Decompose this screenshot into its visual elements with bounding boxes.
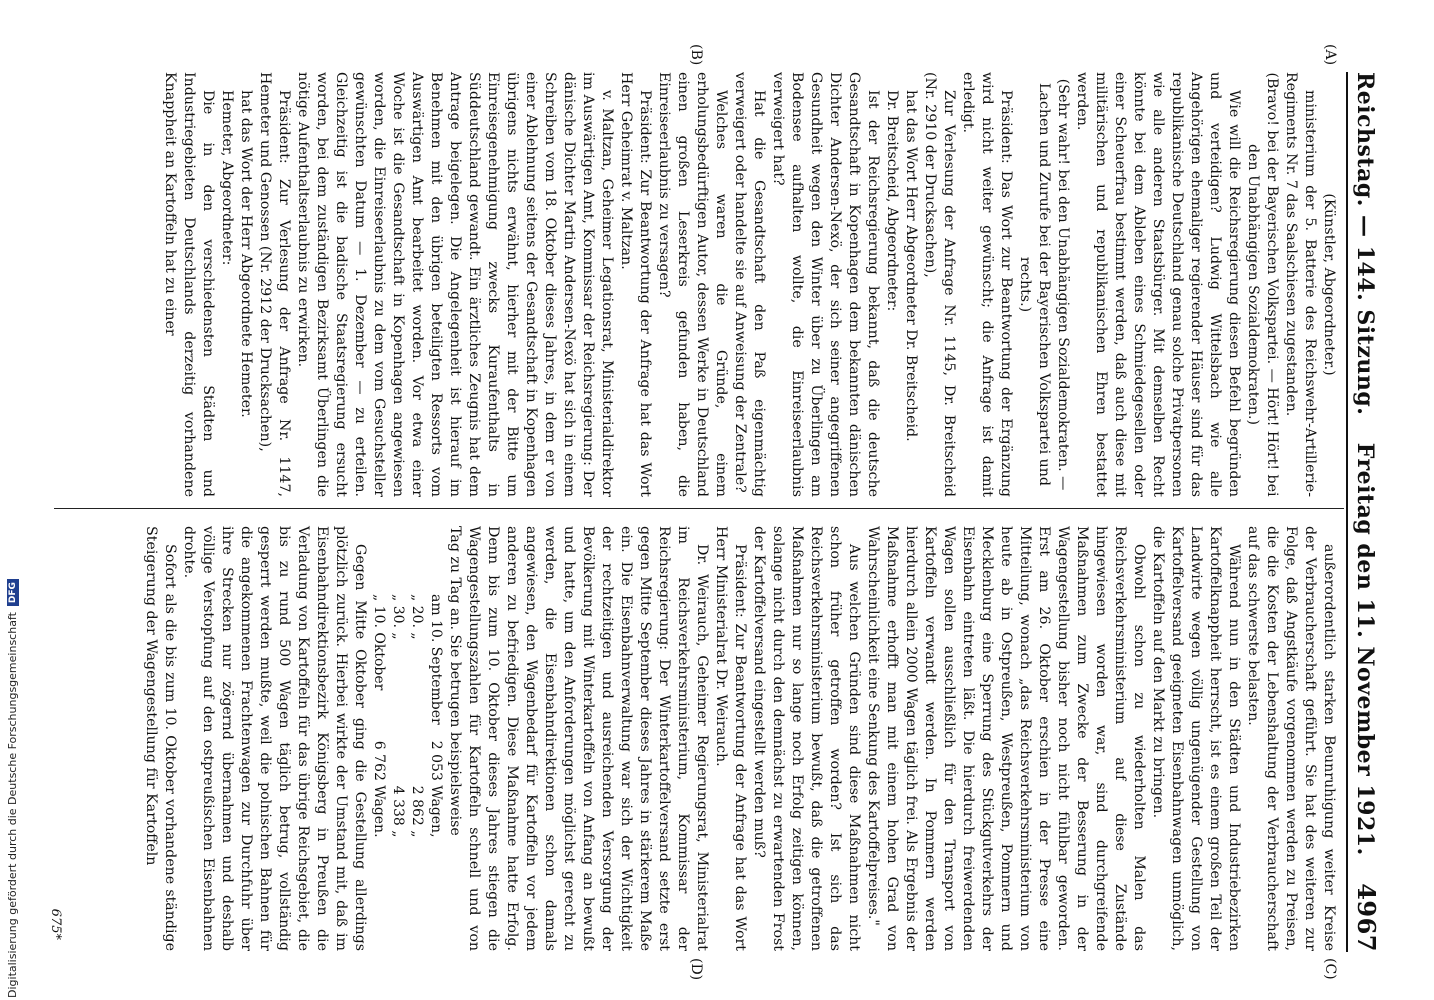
paragraph: Hemeter, Abgeordneter: [219,90,235,266]
figure-row [407,586,426,846]
figure-row [388,586,407,846]
paragraph: Dr. Breitscheid, Abgeordneter: [884,90,900,312]
paragraph: Präsident: Zur Verlesung der Anfrage Nr. 1147, Hemeter und Genossen (Nr. 2912 der Drucksachen), [257,72,292,497]
paragraph: Wie will die Reichsregierung diesen Befehl begründen und verteidigen? Ludwig Wittelsbach wie alle Angehörigen ehemaliger regierender Häuser sind für das republikanische Deutschland genau solche Privatpersonen wie alle anderen Staatsbürger. Mit demselben Recht könnte bei dem Ableben eines Schmiedegesellen oder einer Scheuerfrau bestimmt werden, daß auch diese mit militärischen und republikanischen Ehren bestattet werden. [1074,72,1242,497]
paragraph: hat das Wort der Herr Abgeordnete Hemeter. [238,90,254,418]
wagon-figures [369,526,445,951]
paragraph: Präsident: Zur Beantwortung der Anfrage hat das Wort Herr Ministerialrat Dr. Weirauch. [713,526,748,951]
paragraph: hat das Wort Herr Abgeordneter Dr. Breitscheid. [903,90,919,442]
figure-value: 6 762 Wagen. [371,740,387,838]
header-left: Reichstag. — 144. Sitzung. [1352,72,1378,416]
paragraph: Sofort als die bis zum 10. Oktober vorhandene ständige Steigerung der Wagengestellung für Kartoffeln [143,526,178,951]
figure-row [426,586,445,846]
figure-label: „ 10. Oktober [371,594,387,691]
paragraph: Aus welchen Gründen sind diese Maßnahmen nicht schon früher getroffen worden? Ist sich das Reichsverkehrsministerium bewußt, daß die getroffenen Maßnahmen nur so lange noch Erfolg zeitigen können, solange nicht durch den demnächst zu erwartenden Frost der Kartoffelversand eingestellt werden muß? [751,526,862,951]
margin-mark-b: (B) [688,44,704,66]
margin-mark-d: (D) [688,958,704,981]
paragraph: Welches waren die Gründe, einem erholungsbedürftigen Autor, dessen Werke in Deutschland einen großen Leserkreis gefunden haben, die Einreiseerlaubnis zu versagen? [656,72,729,497]
paragraph: (Künstler, Abgeordneter.) [1321,193,1337,376]
column-divider [54,508,1344,509]
figure-value: 4 338 „ [390,785,406,838]
paragraph: Die in den verschiedensten Städten und Industriegebieten Deutschlands derzeitig vorhandene Knappheit an Kartoffeln hat zu einer [162,72,216,497]
left-column [160,72,1338,497]
paragraph: Obwohl schon zu wiederholten Malen das Reichsverkehrsministerium auf diese Zustände hingewiesen worden war, sind durchgreifende Maßnahmen zum Zwecke der Besserung in der Wagengestellung bisher noch nicht fühlbar geworden. Erst am 26. Oktober erschien in der Presse eine Mitteilung, wonach „das Reichsverkehrsministerium von heute ab in Ostpreußen, Westpreußen, Pommern und Mecklenburg eine Sperrung des Stückgutverkehrs der Eisenbahn eintreten läßt. Die hierdurch freiwerdenden Wagen sollen ausschließlich für den Transport von Kartoffeln verwandt werden. In Pommern werden hierdurch allein 2000 Wagen täglich frei. Als Ergebnis der Maßnahme erhofft man mit einem hohen Grad von Wahrscheinlichkeit eine Senkung des Kartoffelpreises." [865,526,1147,951]
credit-text: Digitalisierung gefördert durch die Deutsche Forschungsgemeinschaft [6,612,19,998]
paragraph: v. Maltzan, Geheimer Legationsrat, Ministerialdirektor im Auswärtigen Amt, Kommissar der Reichsregierung: Der dänische Dichter Martin Andersen-Nexö hat sich in einem Schreiben vom 18. Oktober dieses Jahres, in dem er von einer Ablehnung seitens der Gesandtschaft in Kopenhagen übrigens nichts erwähnt, hierher mit der Bitte um Einreisegenehmigung zwecks Kuraufenthalts in Süddeutschland gewandt. Ein ärztliches Zeugnis hat dem Antrage beigelegen. Die Angelegenheit ist hierauf im Benehmen mit den übrigen beteiligten Ressorts vom Auswärtigen Amt bearbeitet worden. Vor etwa einer Woche ist die Gesandtschaft in Kopenhagen angewiesen worden, die Einreiseerlaubnis zu dem vom Gesuchsteller gewünschten Datum — 1. Dezember — zu erteilen. Gleichzeitig ist die badische Staatsregierung ersucht worden, bei dem zuständigen Bezirksamt Überlingen die nötige Aufenthaltserlaubnis zu erwirken. [295,72,615,497]
paragraph: Präsident: Das Wort zur Beantwortung der Ergänzung wird nicht weiter gewünscht; die Anfrage ist damit erledigt. [960,72,1014,497]
figure-value: 2 862 „ [409,785,425,838]
paragraph: Dr. Weirauch, Geheimer Regierungsrat, Ministerialrat im Reichsverkehrsministerium, Kommissar der Reichsregierung: Der Winterkartoffelversand setzte erst gegen Mitte September dieses Jahres in stärkerem Maße ein. Die Eisenbahnverwaltung war sich der Wichtigkeit der rechtzeitigen und ausreichenden Versorgung der Bevölkerung mit Winterkartoffeln von Anfang an bewußt und hatte, um den Anforderungen möglichst gerecht zu werden, die Eisenbahndirektionen schon damals angewiesen, den Wagenbedarf für Kartoffeln vor jedem anderen zu befriedigen. Diese Maßnahme hatte Erfolg. Denn bis zum 10. Oktober dieses Jahres stiegen die Wagengestellungszahlen für Kartoffeln schnell und von Tag zu Tag an. Sie betrugen beispielsweise [447,526,710,951]
sheet-number: 675* [48,908,63,940]
paragraph: Präsident: Zur Beantwortung der Anfrage hat das Wort Herr Geheimrat v. Maltzan. [618,72,653,497]
figure-row [369,586,388,846]
paragraph: Ist der Reichsregierung bekannt, daß die deutsche Gesandtschaft in Kopenhagen dem bekannten dänischen Dichter Andersen-Nexö, der sich seiner angegriffenen Gesundheit wegen den Winter über zu Überlingen am Bodensee aufhalten wollte, die Einreiseerlaubnis verweigert hat? [770,72,881,497]
paragraph: (Bravo! bei der Bayerischen Volkspartei. — Hört! Hört! bei den Unabhängigen Sozialdemokraten.) [1245,72,1280,497]
header-right: Freitag den 11. November 1921. [1352,442,1378,856]
page-header [1352,72,1392,952]
paragraph: (Sehr wahr! bei den Unabhängigen Sozialdemokraten. — Lachen und Zurufe bei der Bayerischen Volkspartei und rechts.) [1017,78,1071,491]
digitization-credit [6,0,19,998]
figure-value: 2 053 Wagen, [428,740,444,838]
header-rule [1346,72,1348,952]
figure-label: „ 20. „ [409,594,425,640]
page-number: 4967 [1352,883,1381,952]
dfg-logo: DFG [7,579,19,606]
paragraph: Hat die Gesandtschaft den Paß eigenmächtig verweigert oder handelte sie auf Anweisung der Zentrale? [732,72,767,497]
paragraph: außerordentlich starken Beunruhigung weiter Kreise der Verbraucherschaft geführt. Sie hat des weiteren zur Folge, daß Angstkäufe vorgenommen werden zu Preisen, die die Kosten der Lebenshaltung der Verbraucherschaft auf das schwerste belasten. [1245,526,1337,951]
margin-mark-c: (C) [1322,958,1338,980]
paragraph: ministerium der 5. Batterie des Reichswehr-Artillerie-Regiments Nr. 7 das Saalschiesen zugestanden. [1283,72,1318,497]
figure-label: „ 30. „ [390,594,406,640]
paragraph: Während nun in den Städten und Industriebezirken Kartoffelknappheit herrscht, ist es einem großen Teil der Landwirte wegen völlig ungenügender Gestellung von Kartoffelversand geeigneten Eisenbahnwagen unmöglich, die Kartoffeln auf den Markt zu bringen. [1150,526,1242,951]
margin-mark-a: (A) [1322,44,1338,66]
figure-label: am 10. September [428,594,444,725]
right-column [141,526,1338,951]
paragraph: Gegen Mitte Oktober ging die Gestellung allerdings plötzlich zurück. Hierbei wirkte der Umstand mit, daß im Eisenbahndirektionsbezirk Königsberg in Preußen die Verladung von Kartoffeln für das übrige Reichsgebiet, die bis zu rund 500 Wagen täglich betrug, vollständig gesperrt werden mußte, weil die polnischen Bahnen für die angekommenen Frachtenwagen zur Durchfuhr über ihre Strecken nur zögernd übernahmen und deshalb völlige Verstopfung auf den ostpreußischen Eisenbahnen drohte. [181,526,368,951]
paragraph: Zur Verlesung der Anfrage Nr. 1145, Dr. Breitscheid (Nr. 2910 der Drucksachen), [922,72,957,497]
